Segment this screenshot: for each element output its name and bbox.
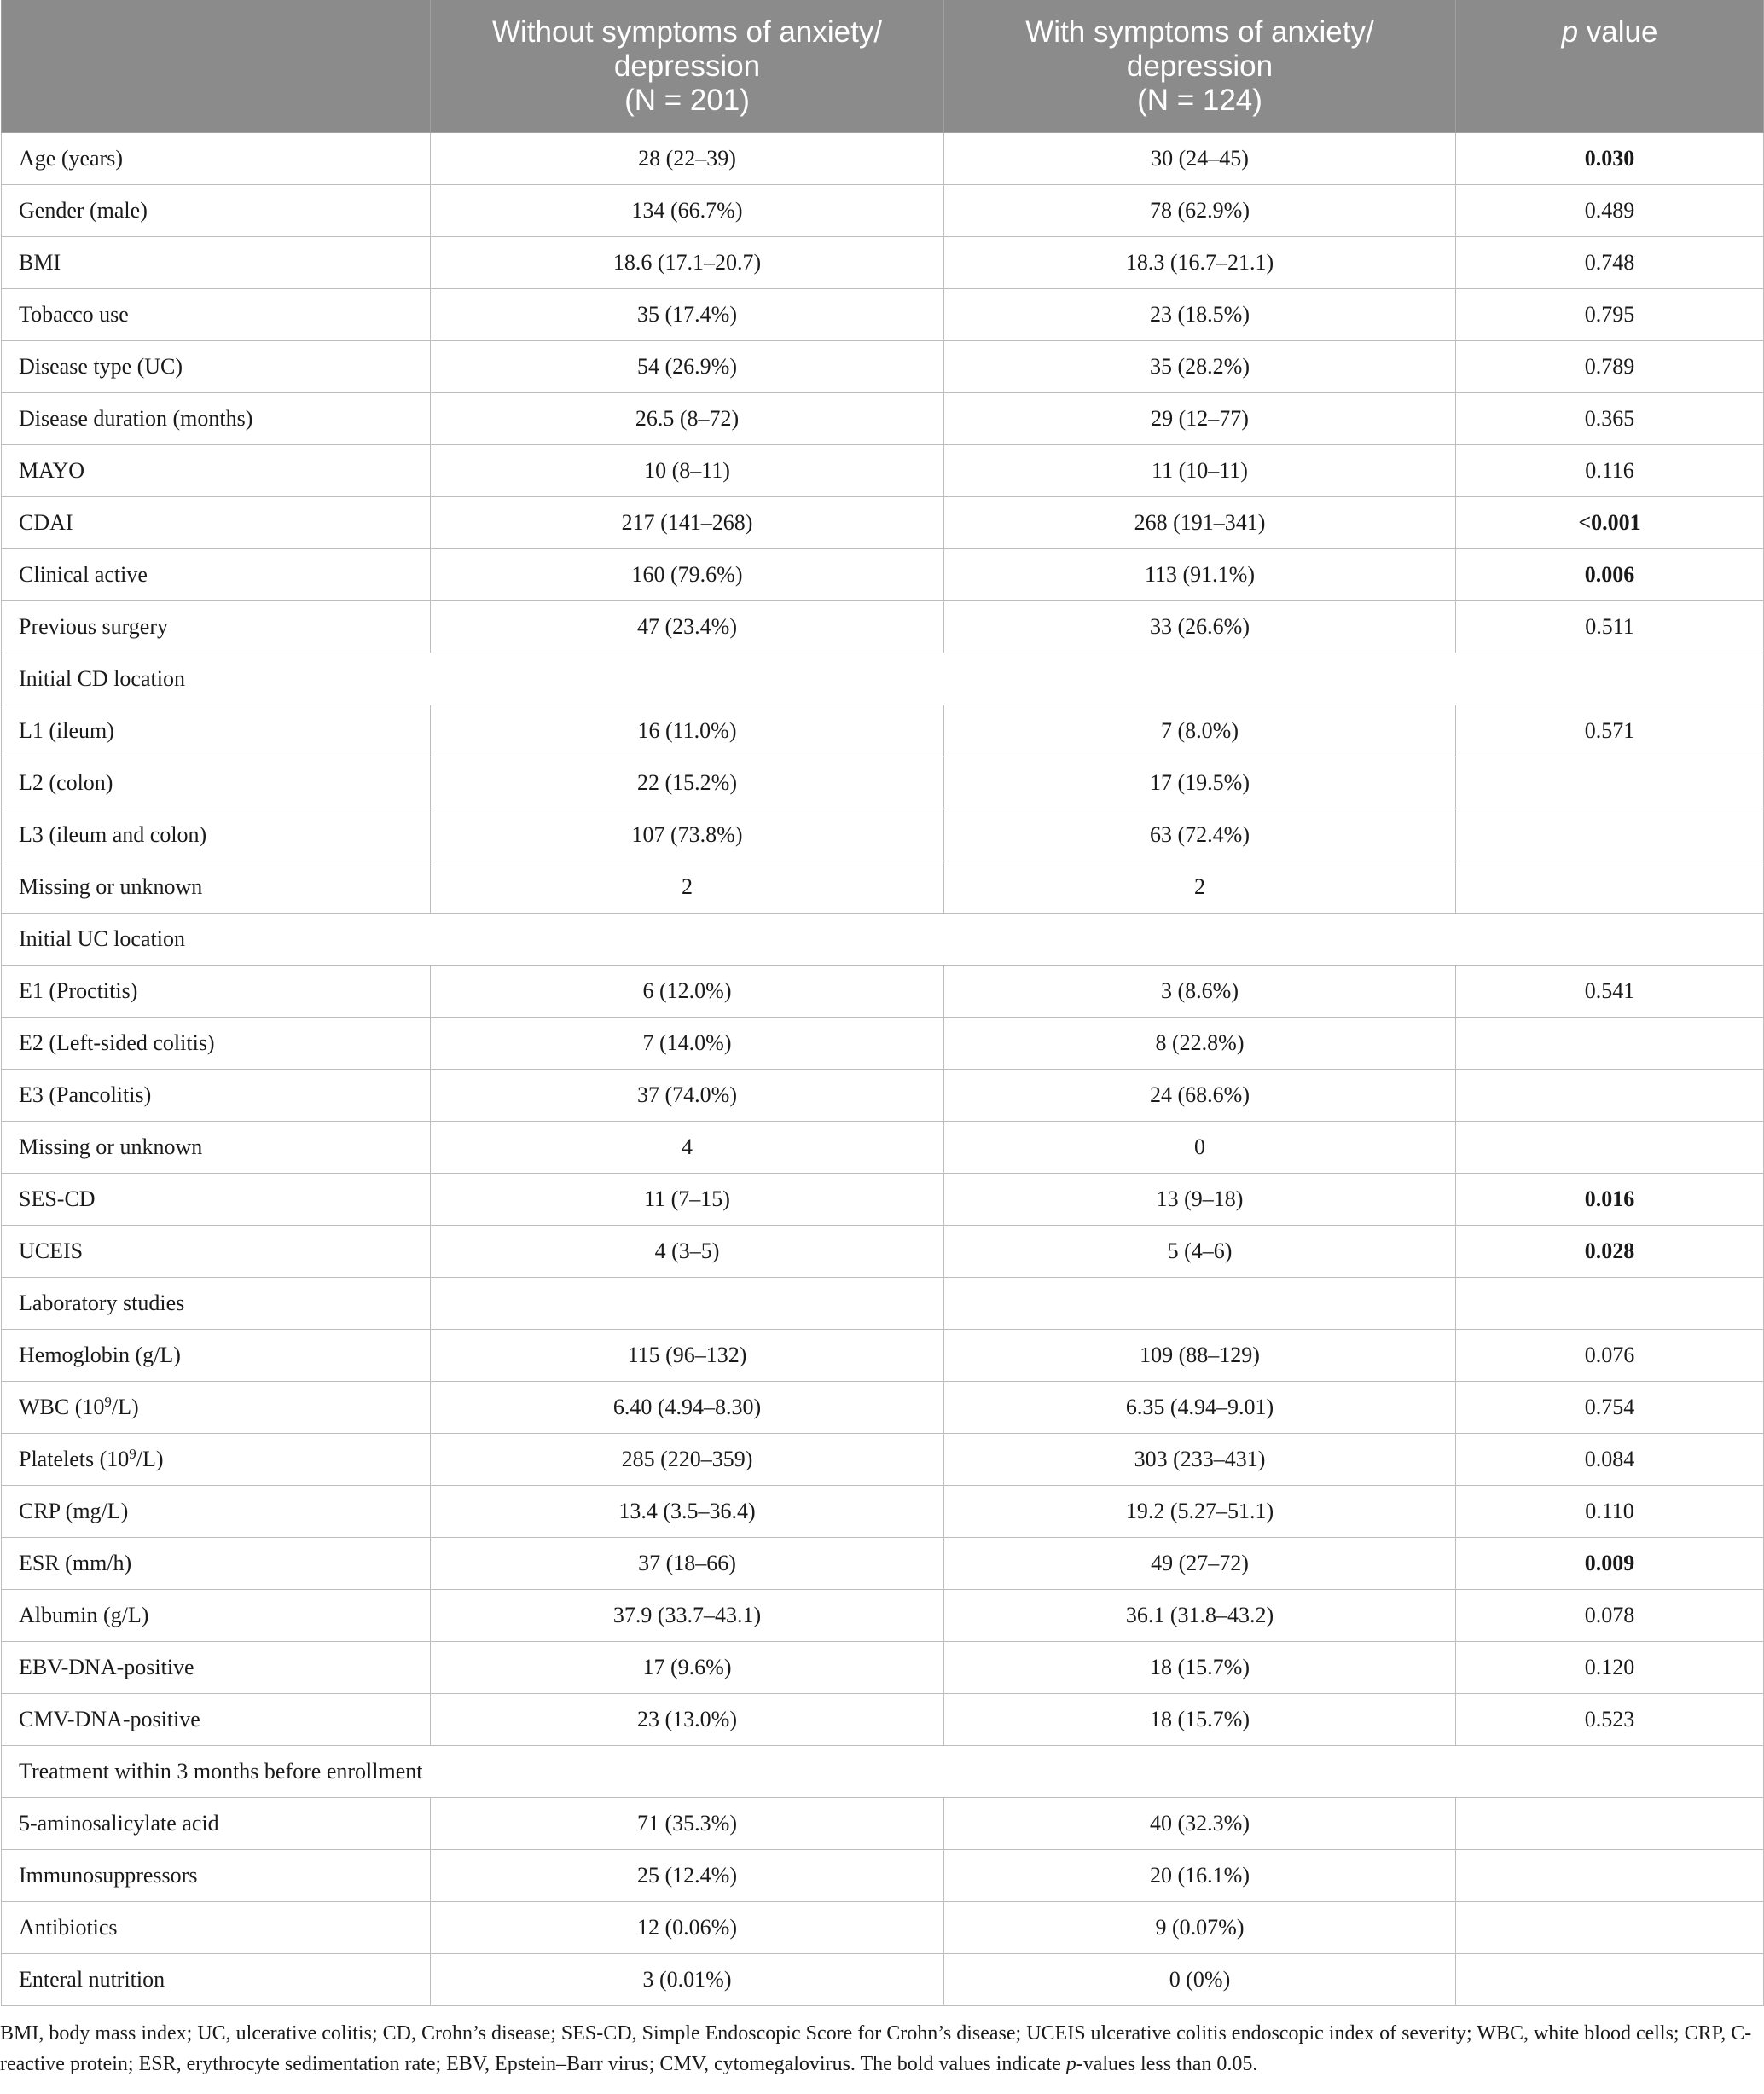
value-with-symptoms: 303 (233–431) <box>944 1433 1456 1485</box>
value-without-symptoms: 10 (8–11) <box>431 444 944 496</box>
table-row <box>2 1589 1764 1641</box>
value-with-symptoms: 18 (15.7%) <box>944 1693 1456 1745</box>
p-value: 0.571 <box>1456 705 1764 757</box>
row-label: Age (years) <box>2 132 431 184</box>
p-value <box>1456 1121 1764 1173</box>
value-with-symptoms: 0 (0%) <box>944 1953 1456 2005</box>
row-label-text: WBC (10 <box>19 1395 105 1419</box>
p-value: 0.078 <box>1456 1589 1764 1641</box>
row-label: Disease duration (months) <box>2 392 431 444</box>
value-without-symptoms: 47 (23.4%) <box>431 600 944 653</box>
section-label: Treatment within 3 months before enrollment <box>2 1745 1764 1797</box>
table-row <box>2 1381 1764 1433</box>
value-without-symptoms <box>431 1277 944 1329</box>
footnote-italic-p: p <box>1065 2053 1076 2075</box>
footnote-text-2: -values less than 0.05. <box>1076 2053 1258 2075</box>
header-p-value <box>1456 0 1764 132</box>
header-with-line2: depression <box>1126 49 1274 83</box>
value-without-symptoms: 7 (14.0%) <box>431 1017 944 1069</box>
p-value: 0.511 <box>1456 600 1764 653</box>
p-value: 0.110 <box>1456 1485 1764 1537</box>
header-without-n: (N = 201) <box>624 84 750 117</box>
table-row <box>2 288 1764 340</box>
p-value <box>1456 1017 1764 1069</box>
value-with-symptoms: 6.35 (4.94–9.01) <box>944 1381 1456 1433</box>
p-value: 0.120 <box>1456 1641 1764 1693</box>
table-row <box>2 705 1764 757</box>
value-without-symptoms: 54 (26.9%) <box>431 340 944 392</box>
value-with-symptoms <box>944 1277 1456 1329</box>
section-row <box>2 1745 1764 1797</box>
row-label-tail: /L) <box>111 1395 139 1419</box>
value-without-symptoms: 134 (66.7%) <box>431 184 944 236</box>
row-label: Laboratory studies <box>2 1277 431 1329</box>
value-with-symptoms: 9 (0.07%) <box>944 1901 1456 1953</box>
value-with-symptoms: 49 (27–72) <box>944 1537 1456 1589</box>
value-with-symptoms: 5 (4–6) <box>944 1225 1456 1277</box>
p-value: 0.489 <box>1456 184 1764 236</box>
value-with-symptoms: 109 (88–129) <box>944 1329 1456 1381</box>
table-row <box>2 340 1764 392</box>
row-label-superscript: 9 <box>104 1394 112 1410</box>
p-value: 0.789 <box>1456 340 1764 392</box>
table-row <box>2 1953 1764 2005</box>
table-row <box>2 1329 1764 1381</box>
value-with-symptoms: 13 (9–18) <box>944 1173 1456 1225</box>
value-without-symptoms: 28 (22–39) <box>431 132 944 184</box>
value-without-symptoms: 37 (74.0%) <box>431 1069 944 1121</box>
p-value: 0.795 <box>1456 288 1764 340</box>
value-without-symptoms: 3 (0.01%) <box>431 1953 944 2005</box>
p-value <box>1456 1849 1764 1901</box>
value-without-symptoms: 4 <box>431 1121 944 1173</box>
p-value <box>1456 1797 1764 1849</box>
p-value: 0.748 <box>1456 236 1764 288</box>
value-without-symptoms: 26.5 (8–72) <box>431 392 944 444</box>
p-value: 0.541 <box>1456 965 1764 1017</box>
value-without-symptoms: 6 (12.0%) <box>431 965 944 1017</box>
value-without-symptoms: 160 (79.6%) <box>431 548 944 600</box>
header-without-line1: Without symptoms of anxiety/ <box>491 15 883 49</box>
p-value <box>1456 1953 1764 2005</box>
table-row <box>2 236 1764 288</box>
row-label-superscript: 9 <box>129 1446 136 1462</box>
p-value <box>1456 861 1764 913</box>
table-row <box>2 1537 1764 1589</box>
table-row <box>2 1693 1764 1745</box>
table-row <box>2 600 1764 653</box>
value-with-symptoms: 36.1 (31.8–43.2) <box>944 1589 1456 1641</box>
row-label: Clinical active <box>2 548 431 600</box>
value-with-symptoms: 18.3 (16.7–21.1) <box>944 236 1456 288</box>
p-value <box>1456 1277 1764 1329</box>
value-without-symptoms: 6.40 (4.94–8.30) <box>431 1381 944 1433</box>
value-with-symptoms: 24 (68.6%) <box>944 1069 1456 1121</box>
row-label: SES-CD <box>2 1173 431 1225</box>
p-value <box>1456 1069 1764 1121</box>
table-body <box>2 132 1764 2005</box>
section-label: Initial CD location <box>2 653 1764 705</box>
row-label-tail: /L) <box>136 1447 164 1471</box>
section-row <box>2 913 1764 965</box>
table-row <box>2 184 1764 236</box>
value-with-symptoms: 18 (15.7%) <box>944 1641 1456 1693</box>
p-value: 0.028 <box>1456 1225 1764 1277</box>
value-with-symptoms: 11 (10–11) <box>944 444 1456 496</box>
row-label: Hemoglobin (g/L) <box>2 1329 431 1381</box>
table-row <box>2 1069 1764 1121</box>
value-with-symptoms: 17 (19.5%) <box>944 757 1456 809</box>
table-row <box>2 809 1764 861</box>
row-label: Tobacco use <box>2 288 431 340</box>
table-row <box>2 965 1764 1017</box>
value-without-symptoms: 115 (96–132) <box>431 1329 944 1381</box>
row-label: Albumin (g/L) <box>2 1589 431 1641</box>
value-with-symptoms: 78 (62.9%) <box>944 184 1456 236</box>
row-label <box>2 1433 431 1485</box>
p-value: 0.116 <box>1456 444 1764 496</box>
header-variable <box>2 0 431 132</box>
footnote-text-1: BMI, body mass index; UC, ulcerative colitis; CD, Crohn’s disease; SES-CD, Simple Endoscopic Score for Crohn’s disease; UCEIS ulcerative colitis endoscopic index of severity; WBC, white blood cells; CRP, C-reactive protein; ESR, erythrocyte sedimentation rate; EBV, Epstein–Barr virus; CMV, cytomegalovirus. The bold values indicate <box>0 2022 1752 2075</box>
table-row <box>2 861 1764 913</box>
value-with-symptoms: 19.2 (5.27–51.1) <box>944 1485 1456 1537</box>
p-value <box>1456 1901 1764 1953</box>
value-with-symptoms: 30 (24–45) <box>944 132 1456 184</box>
row-label: L3 (ileum and colon) <box>2 809 431 861</box>
row-label: Enteral nutrition <box>2 1953 431 2005</box>
row-label: UCEIS <box>2 1225 431 1277</box>
value-with-symptoms: 8 (22.8%) <box>944 1017 1456 1069</box>
value-with-symptoms: 113 (91.1%) <box>944 548 1456 600</box>
table-row <box>2 757 1764 809</box>
value-with-symptoms: 23 (18.5%) <box>944 288 1456 340</box>
table-row <box>2 1641 1764 1693</box>
table-row <box>2 1901 1764 1953</box>
value-without-symptoms: 13.4 (3.5–36.4) <box>431 1485 944 1537</box>
table-row <box>2 1173 1764 1225</box>
header-p-rest: value <box>1578 15 1658 49</box>
table-row <box>2 132 1764 184</box>
row-label: BMI <box>2 236 431 288</box>
row-label: 5-aminosalicylate acid <box>2 1797 431 1849</box>
p-value: 0.016 <box>1456 1173 1764 1225</box>
p-value <box>1456 757 1764 809</box>
value-without-symptoms: 35 (17.4%) <box>431 288 944 340</box>
value-without-symptoms: 2 <box>431 861 944 913</box>
row-label: Gender (male) <box>2 184 431 236</box>
row-label: Immunosuppressors <box>2 1849 431 1901</box>
value-without-symptoms: 285 (220–359) <box>431 1433 944 1485</box>
table-row <box>2 444 1764 496</box>
table-row <box>2 1485 1764 1537</box>
row-label: EBV-DNA-positive <box>2 1641 431 1693</box>
p-value: 0.523 <box>1456 1693 1764 1745</box>
row-label: Disease type (UC) <box>2 340 431 392</box>
value-without-symptoms: 18.6 (17.1–20.7) <box>431 236 944 288</box>
row-label: CRP (mg/L) <box>2 1485 431 1537</box>
section-row <box>2 653 1764 705</box>
value-with-symptoms: 40 (32.3%) <box>944 1797 1456 1849</box>
table-row <box>2 1849 1764 1901</box>
row-label: E1 (Proctitis) <box>2 965 431 1017</box>
header-row <box>2 0 1764 132</box>
p-value: 0.030 <box>1456 132 1764 184</box>
p-value: <0.001 <box>1456 496 1764 548</box>
table-row <box>2 392 1764 444</box>
value-without-symptoms: 22 (15.2%) <box>431 757 944 809</box>
value-with-symptoms: 63 (72.4%) <box>944 809 1456 861</box>
value-with-symptoms: 2 <box>944 861 1456 913</box>
p-value: 0.006 <box>1456 548 1764 600</box>
row-label: Missing or unknown <box>2 861 431 913</box>
table-row <box>2 1017 1764 1069</box>
value-without-symptoms: 11 (7–15) <box>431 1173 944 1225</box>
header-with-line1: With symptoms of anxiety/ <box>1025 15 1374 49</box>
p-value: 0.076 <box>1456 1329 1764 1381</box>
table-row <box>2 1225 1764 1277</box>
p-value: 0.754 <box>1456 1381 1764 1433</box>
value-with-symptoms: 20 (16.1%) <box>944 1849 1456 1901</box>
value-with-symptoms: 35 (28.2%) <box>944 340 1456 392</box>
value-with-symptoms: 268 (191–341) <box>944 496 1456 548</box>
header-p-italic: p <box>1561 15 1579 49</box>
header-with-symptoms <box>944 0 1456 132</box>
table-row <box>2 1433 1764 1485</box>
value-without-symptoms: 12 (0.06%) <box>431 1901 944 1953</box>
row-label: L1 (ileum) <box>2 705 431 757</box>
value-without-symptoms: 37.9 (33.7–43.1) <box>431 1589 944 1641</box>
p-value: 0.365 <box>1456 392 1764 444</box>
value-with-symptoms: 29 (12–77) <box>944 392 1456 444</box>
table-footnote <box>0 2018 1757 2079</box>
section-label: Initial UC location <box>2 913 1764 965</box>
header-with-n: (N = 124) <box>1137 84 1262 117</box>
value-without-symptoms: 37 (18–66) <box>431 1537 944 1589</box>
table-row <box>2 496 1764 548</box>
value-with-symptoms: 0 <box>944 1121 1456 1173</box>
value-without-symptoms: 25 (12.4%) <box>431 1849 944 1901</box>
value-without-symptoms: 4 (3–5) <box>431 1225 944 1277</box>
row-label: MAYO <box>2 444 431 496</box>
row-label: E3 (Pancolitis) <box>2 1069 431 1121</box>
value-with-symptoms: 3 (8.6%) <box>944 965 1456 1017</box>
header-without-line2: depression <box>613 49 761 83</box>
row-label: L2 (colon) <box>2 757 431 809</box>
value-without-symptoms: 71 (35.3%) <box>431 1797 944 1849</box>
value-with-symptoms: 33 (26.6%) <box>944 600 1456 653</box>
header-without-symptoms <box>431 0 944 132</box>
value-without-symptoms: 17 (9.6%) <box>431 1641 944 1693</box>
row-label: CMV-DNA-positive <box>2 1693 431 1745</box>
value-with-symptoms: 7 (8.0%) <box>944 705 1456 757</box>
table-row <box>2 1797 1764 1849</box>
baseline-characteristics-table <box>1 0 1764 2006</box>
value-without-symptoms: 16 (11.0%) <box>431 705 944 757</box>
table-row <box>2 1277 1764 1329</box>
row-label <box>2 1381 431 1433</box>
row-label: ESR (mm/h) <box>2 1537 431 1589</box>
p-value: 0.009 <box>1456 1537 1764 1589</box>
table-row <box>2 548 1764 600</box>
row-label: Previous surgery <box>2 600 431 653</box>
value-without-symptoms: 23 (13.0%) <box>431 1693 944 1745</box>
row-label: CDAI <box>2 496 431 548</box>
row-label: Antibiotics <box>2 1901 431 1953</box>
row-label-text: Platelets (10 <box>19 1447 130 1471</box>
row-label: E2 (Left-sided colitis) <box>2 1017 431 1069</box>
table-row <box>2 1121 1764 1173</box>
value-without-symptoms: 217 (141–268) <box>431 496 944 548</box>
p-value: 0.084 <box>1456 1433 1764 1485</box>
value-without-symptoms: 107 (73.8%) <box>431 809 944 861</box>
row-label: Missing or unknown <box>2 1121 431 1173</box>
p-value <box>1456 809 1764 861</box>
